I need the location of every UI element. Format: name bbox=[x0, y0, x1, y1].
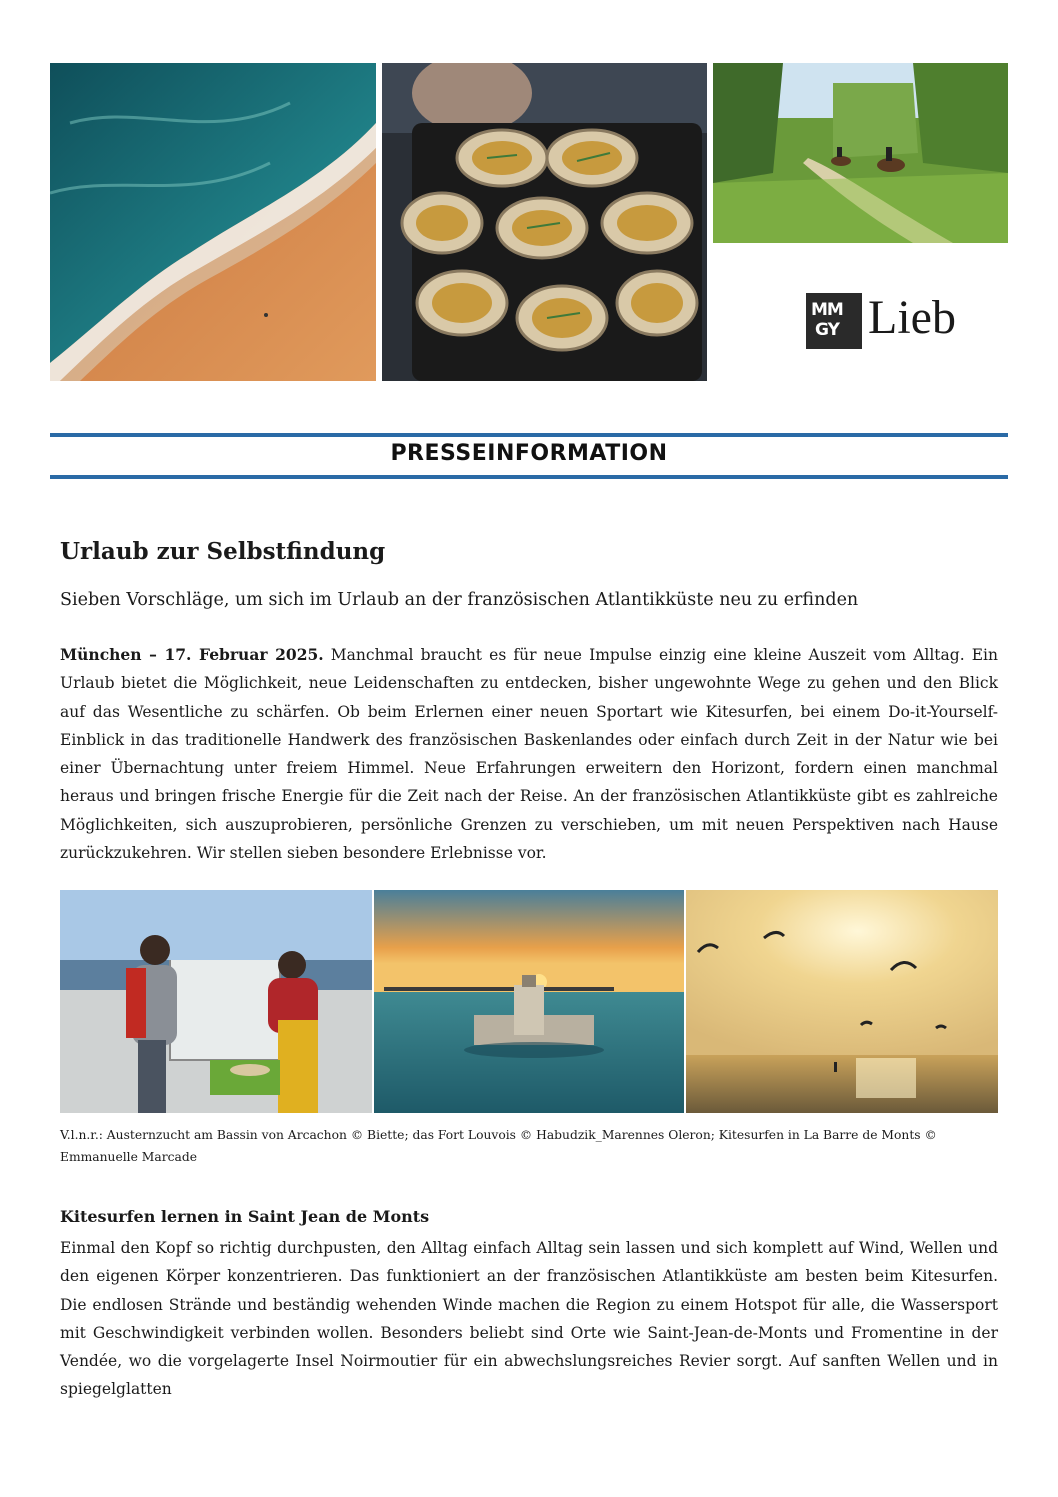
photo-caption: V.l.n.r.: Austernzucht am Bassin von Arcachon © Biette; das Fort Louvois © Habudzik_Marennes Oleron; Kitesurfen in La Barre de Monts © Emmanuelle Marcade bbox=[60, 1128, 937, 1164]
photo-oyster-farming bbox=[60, 890, 372, 1113]
subheadline: Sieben Vorschläge, um sich im Urlaub an der französischen Atlantikküste neu zu erfinden bbox=[60, 590, 859, 610]
photo-kitesurfing bbox=[686, 890, 998, 1113]
logo-mark bbox=[806, 293, 862, 349]
headline: Urlaub zur Selbstfindung bbox=[60, 538, 386, 565]
header-rule-top bbox=[50, 433, 1008, 437]
section-title-kitesurfing: Kitesurfen lernen in Saint Jean de Monts bbox=[60, 1207, 430, 1226]
photo-oysters bbox=[382, 63, 707, 381]
photo-aerial-beach bbox=[50, 63, 376, 381]
logo-mark-line1: MM bbox=[811, 300, 843, 320]
photo-horse-riding bbox=[713, 63, 1008, 243]
header-rule-bottom bbox=[50, 475, 1008, 479]
photo-fort-louvois bbox=[374, 890, 684, 1113]
logo-mark-line2: GY bbox=[815, 320, 839, 340]
logo-wordmark: Lieb bbox=[868, 291, 956, 344]
intro-paragraph bbox=[60, 641, 998, 867]
intro-text: Manchmal braucht es für neue Impulse einzig eine kleine Auszeit vom Alltag. Ein Urlaub bietet die Möglichkeit, neue Leidenschaften zu entdecken, bisher ungewohnte Wege zu gehen und den Blick auf das Wesentliche zu schärfen. Ob beim Erlernen einer neuen Sportart wie Kitesurfen, bei einem Do-it-Yourself-Einblick in das traditionelle Handwerk des französischen Baskenlandes oder einfach durch Zeit in der Natur wie bei einer Übernachtung unter freiem Himmel. Neue Erfahrungen erweitern den Horizont, fordern einen manchmal heraus und bringen frische Energie für die Zeit nach der Reise. An der französischen Atlantikküste gibt es zahlreiche Möglichkeiten, sich auszuprobieren, persönliche Grenzen zu verschieben, um mit neuen Perspektiven nach Hause zurückzukehren. Wir stellen sieben besondere Erlebnisse vor. bbox=[60, 646, 998, 863]
mmgy-lieb-logo bbox=[806, 293, 976, 351]
dateline: München – 17. Februar 2025. bbox=[60, 645, 324, 664]
section-paragraph-kitesurfing: Einmal den Kopf so richtig durchpusten, den Alltag einfach Alltag sein lassen und sich komplett auf Wind, Wellen und den eigenen Körper konzentrieren. Das funktioniert an der französischen Atlantikküste am besten beim Kitesurfen. Die endlosen Strände und beständig wehenden Winde machen die Region zu einem Hotspot für alle, die Wassersport mit Geschwindigkeit verbinden wollen. Besonders beliebt sind Orte wie Saint-Jean-de-Monts und Fromentine in der Vendée, wo die vorgelagerte Insel Noirmoutier für ein abwechslungsreiches Revier sorgt. Auf sanften Wellen und in spiegelglatten bbox=[60, 1239, 998, 1399]
press-title: PRESSEINFORMATION bbox=[390, 441, 668, 466]
